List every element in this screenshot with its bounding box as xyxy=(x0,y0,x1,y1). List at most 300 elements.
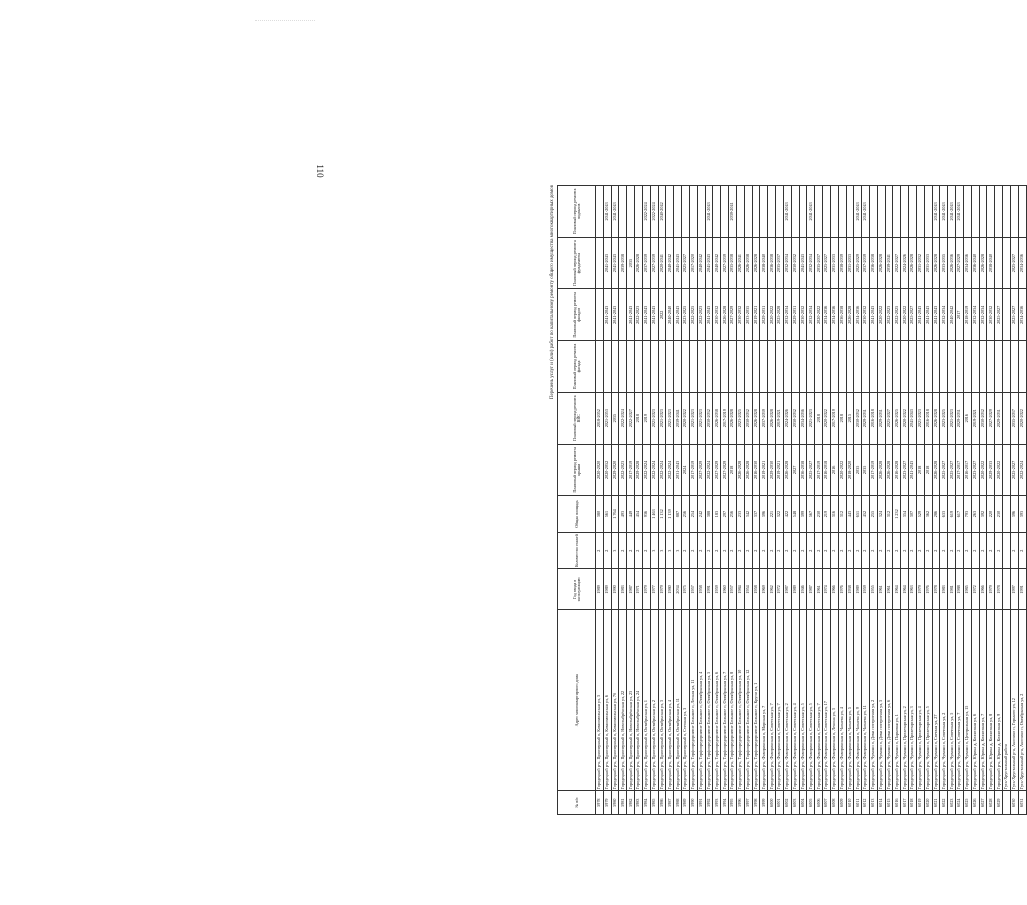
table-cell: 5998 xyxy=(752,791,760,815)
table-cell: 2 xyxy=(635,532,643,569)
table-cell: 2020-2052 xyxy=(603,444,611,496)
address-cell: Городецкий р-н, Чуваши п, Пролетарская ул, 5 xyxy=(924,610,932,791)
table-cell: 1972 xyxy=(971,569,979,610)
address-cell: Городецкий р-н, Торфопредприятие Большое п, Октябрьская ул, 5 xyxy=(705,610,713,791)
table-cell xyxy=(893,186,901,238)
table-cell: 2018-2020 xyxy=(846,444,854,496)
table-cell: 2020-2022 xyxy=(682,392,690,444)
table-cell: 2 xyxy=(783,532,791,569)
address-cell: Городецкий р-н, Приозерный п, Комсомольская ул, 6 xyxy=(603,610,611,791)
table-cell: 2018-2052 xyxy=(596,392,604,444)
table-cell: 2035-2037 xyxy=(776,237,784,289)
address-cell: Городецкий р-н, Фаворинская п, Советская ул, 7 xyxy=(768,610,776,791)
table-cell: 2041-2043 xyxy=(909,444,917,496)
table-cell: 6030 xyxy=(1010,791,1018,815)
table-row xyxy=(916,186,924,815)
table-cell: 2025-2027 xyxy=(909,289,917,341)
address-cell: Городецкий р-н, Фаворинская п, Советская ул, 2 xyxy=(783,610,791,791)
table-cell: 1989 xyxy=(854,569,862,610)
table-cell xyxy=(815,186,823,238)
table-cell: 2041-2043 xyxy=(642,289,650,341)
table-cell xyxy=(1003,341,1011,393)
table-cell: 2035-2037 xyxy=(815,237,823,289)
table-cell: 2039-2041 xyxy=(729,186,737,238)
table-cell: 2040-2042 xyxy=(658,186,666,238)
table-cell: 6008 xyxy=(830,791,838,815)
table-cell: 2018 xyxy=(815,392,823,444)
table-cell: 6029 xyxy=(995,791,1003,815)
table-cell: 2041-2043 xyxy=(940,186,948,238)
table-cell: 2027-2039 xyxy=(721,237,729,289)
table-cell: 255 xyxy=(869,496,877,533)
table-cell: 887 xyxy=(674,496,682,533)
table-cell: 2017-2019 xyxy=(869,444,877,496)
table-cell: 3 xyxy=(611,532,619,569)
table-cell: 2020-2020 xyxy=(596,444,604,496)
table-cell: 1962 xyxy=(768,569,776,610)
table-row xyxy=(869,186,877,815)
table-cell: 2 xyxy=(603,532,611,569)
table-cell: 2022-2024 xyxy=(642,186,650,238)
table-cell xyxy=(1003,237,1011,289)
table-cell: 2020-2022 xyxy=(1018,392,1026,444)
table-cell: 2041-2043 xyxy=(674,289,682,341)
table-cell: 2026-2028 xyxy=(932,392,940,444)
table-cell: 316 xyxy=(830,496,838,533)
table-cell: 242 xyxy=(697,496,705,533)
table-cell xyxy=(823,341,831,393)
table-cell: 2030-2032 xyxy=(744,392,752,444)
table-cell xyxy=(713,341,721,393)
table-cell: 2025-2027 xyxy=(948,444,956,496)
table-cell xyxy=(846,341,854,393)
table-cell: 2034 xyxy=(674,569,682,610)
table-cell: 2016-2017 xyxy=(963,444,971,496)
table-cell: 2026-2025 xyxy=(893,392,901,444)
table-cell: 2025-2027 xyxy=(807,444,815,496)
table-cell: 2 xyxy=(744,532,752,569)
table-cell: 2026-2028 xyxy=(736,444,744,496)
table-row xyxy=(729,186,737,815)
table-cell: 2 xyxy=(682,532,690,569)
table-cell: 6007 xyxy=(823,791,831,815)
table-cell: 2018 xyxy=(916,444,924,496)
table-cell: 354 xyxy=(901,496,909,533)
table-cell: 2041-2043 xyxy=(611,237,619,289)
table-cell xyxy=(713,186,721,238)
address-cell: Городецкий р-н, Фаворинская п, Чапаева ул, 4 xyxy=(838,610,846,791)
address-cell: Городецкий р-н, Чуваши п, Пролетарская ул, 4 xyxy=(916,610,924,791)
table-cell: 2035 xyxy=(611,392,619,444)
table-row xyxy=(697,186,705,815)
address-cell: Городецкий р-н, Торфопредприятие Большое п, Лесная ул, 11 xyxy=(689,610,697,791)
table-cell xyxy=(635,186,643,238)
table-cell: 6022 xyxy=(940,791,948,815)
table-cell: 2 xyxy=(721,532,729,569)
table-cell: 2041-2043 xyxy=(916,289,924,341)
table-cell xyxy=(642,341,650,393)
table-cell: 2026-2028 xyxy=(721,289,729,341)
table-cell: 1974 xyxy=(823,569,831,610)
table-cell: 2 xyxy=(901,532,909,569)
table-cell: 3 xyxy=(650,532,658,569)
address-cell: Городецкий р-н, Фаворинская п, Советская ул, 7 xyxy=(776,610,784,791)
table-cell: 2027-2029 xyxy=(697,444,705,496)
table-cell: 2022-2027 xyxy=(893,237,901,289)
table-cell: 362 xyxy=(924,496,932,533)
table-cell: 454 xyxy=(635,496,643,533)
table-cell: 2025-2027 xyxy=(823,237,831,289)
table-cell: 2017-2019 xyxy=(815,444,823,496)
table-cell: 2026-2038 xyxy=(713,392,721,444)
table-cell: 2026-2041 xyxy=(736,237,744,289)
address-cell: Городецкий р-н, Приозерный п, Октябрьская ул, 11 xyxy=(674,610,682,791)
table-cell: 1961 xyxy=(877,569,885,610)
table-cell: 2036-2038 xyxy=(869,237,877,289)
table-cell: 2034-2036 xyxy=(1018,237,1026,289)
table-row xyxy=(744,186,752,815)
table-cell: 2029-2030 xyxy=(768,444,776,496)
table-cell: 2018 xyxy=(635,392,643,444)
table-cell xyxy=(838,341,846,393)
table-cell: 256 xyxy=(729,496,737,533)
table-cell xyxy=(729,341,737,393)
table-cell: 2031-2043 xyxy=(674,444,682,496)
table-cell: 1957 xyxy=(689,569,697,610)
table-cell: 2027-2029 xyxy=(721,444,729,496)
table-cell: 1969 xyxy=(760,569,768,610)
table-cell: 2030-2032 xyxy=(705,392,713,444)
table-cell xyxy=(752,186,760,238)
table-cell: 2 xyxy=(736,532,744,569)
table-cell: 2025-2027 xyxy=(1010,444,1018,496)
table-cell: 6015 xyxy=(885,791,893,815)
table-row xyxy=(971,186,979,815)
table-cell: 2034-2036 xyxy=(799,392,807,444)
table-cell: 2022-2024 xyxy=(650,186,658,238)
table-cell: 633 xyxy=(940,496,948,533)
table-cell: 2026-2028 xyxy=(885,444,893,496)
table-cell xyxy=(658,341,666,393)
table-row xyxy=(752,186,760,815)
address-cell: Гусь-Хрустальный р-н, Анопино п, Октябрьская ул, 2 xyxy=(1018,610,1026,791)
table-cell: 2025-2027 xyxy=(995,289,1003,341)
table-cell xyxy=(885,186,893,238)
address-cell: Городецкий р-н, Фаворинская п, Советская ул, 5 xyxy=(799,610,807,791)
table-cell: 1989 xyxy=(596,569,604,610)
table-cell: 2 xyxy=(1010,532,1018,569)
table-cell: 2033-2035 xyxy=(744,289,752,341)
table-row xyxy=(619,186,627,815)
table-cell xyxy=(1018,186,1026,238)
table-cell xyxy=(971,186,979,238)
table-row xyxy=(807,186,815,815)
table-cell: 2032-2034 xyxy=(971,289,979,341)
table-cell xyxy=(744,341,752,393)
table-cell: 380 xyxy=(596,496,604,533)
table-cell: 2041-2043 xyxy=(650,289,658,341)
table-cell: 1987 xyxy=(807,569,815,610)
address-cell: Городецкий р-н, Приозерный п, Новозыбрёнская ул, 23 xyxy=(627,610,635,791)
table-cell: 2023-2027 xyxy=(971,444,979,496)
table-cell: 2 xyxy=(1018,532,1026,569)
table-cell xyxy=(697,186,705,238)
table-cell: 2027-2029 xyxy=(713,444,721,496)
address-cell: Городецкий р-н, Торфопредприятие Большое п, Октябрьская ул, 4 xyxy=(697,610,705,791)
table-cell: 793 xyxy=(963,496,971,533)
table-cell: 2019-2021 xyxy=(776,444,784,496)
table-cell: 1959 xyxy=(862,569,870,610)
table-cell xyxy=(995,186,1003,238)
table-cell xyxy=(666,341,674,393)
table-row xyxy=(635,186,643,815)
table-cell: 2031-2033 xyxy=(830,237,838,289)
table-cell: 2 xyxy=(916,532,924,569)
table-cell: 1975 xyxy=(682,569,690,610)
table-cell: 2 xyxy=(862,532,870,569)
table-cell xyxy=(791,186,799,238)
table-cell: 2027-2029 xyxy=(729,289,737,341)
table-cell: 2023-2025 xyxy=(736,392,744,444)
table-cell: 2032-2034 xyxy=(979,289,987,341)
table-row xyxy=(650,186,658,815)
table-cell xyxy=(666,186,674,238)
address-cell: Городецкий р-н, Чуваши п, Парковая ул, 1 xyxy=(893,610,901,791)
table-cell: 2 xyxy=(987,532,995,569)
table-row xyxy=(932,186,940,815)
table-cell xyxy=(823,186,831,238)
table-cell: 493 xyxy=(619,496,627,533)
address-cell: Городецкий р-н, Чуваши п, Светлая ул, 27 xyxy=(932,610,940,791)
table-cell: 1961 xyxy=(885,569,893,610)
table-cell: 5985 xyxy=(650,791,658,815)
table-cell: 5991 xyxy=(697,791,705,815)
table-cell xyxy=(682,186,690,238)
table-cell: 2041-2043 xyxy=(705,289,713,341)
table-cell: 2 xyxy=(948,532,956,569)
table-cell: 1978 xyxy=(932,569,940,610)
column-header: Адрес многоквартирного дома xyxy=(558,610,596,791)
table-cell: 2022 xyxy=(658,289,666,341)
table-cell: 548 xyxy=(791,496,799,533)
table-cell: 233 xyxy=(736,496,744,533)
header-row xyxy=(558,186,596,815)
table-cell xyxy=(987,186,995,238)
table-cell: 2031-2032 xyxy=(916,237,924,289)
table-cell: 2 xyxy=(893,532,901,569)
table-cell: 2030-2032 xyxy=(791,237,799,289)
table-cell: 2041-2043 xyxy=(611,186,619,238)
table-row xyxy=(846,186,854,815)
table-cell: 2026-2028 xyxy=(752,237,760,289)
table-cell: 6012 xyxy=(862,791,870,815)
table-cell: 617 xyxy=(956,496,964,533)
address-cell: Городецкий р-н, Чуваши п, Центральная ул, 15 xyxy=(963,610,971,791)
table-cell: 2 xyxy=(627,532,635,569)
table-cell xyxy=(1003,532,1011,569)
column-header: № п/п xyxy=(558,791,596,815)
table-cell: 2030-2032 xyxy=(799,289,807,341)
table-cell: 2 xyxy=(815,532,823,569)
table-cell xyxy=(697,341,705,393)
table-header xyxy=(558,186,596,815)
table-cell xyxy=(877,341,885,393)
table-cell: 6024 xyxy=(956,791,964,815)
table-cell xyxy=(869,341,877,393)
table-cell: 2 xyxy=(979,532,987,569)
address-cell: Городецкий р-н, Фаворинская п, Чапаева ул, 11 xyxy=(862,610,870,791)
table-cell xyxy=(916,341,924,393)
address-cell: Городецкий р-н, Торфопредприятие Большое п, Крупи ул, 1 xyxy=(752,610,760,791)
table-cell xyxy=(689,341,697,393)
table-row xyxy=(830,186,838,815)
table-cell: 1984 xyxy=(736,569,744,610)
address-cell: Городецкий р-н, Чуваши п, Дома построения ул, 6 xyxy=(885,610,893,791)
table-row xyxy=(776,186,784,815)
table-cell: 2036-2038 xyxy=(838,289,846,341)
table-cell: 2 xyxy=(791,532,799,569)
table-cell: 2041-2043 xyxy=(869,289,877,341)
table-cell: 1979 xyxy=(987,569,995,610)
table-cell: 2035 xyxy=(627,237,635,289)
address-cell: Городецкий р-н, Чуваши п, Дома построения ул, 5 xyxy=(877,610,885,791)
table-cell: 529 xyxy=(916,496,924,533)
table-cell xyxy=(1010,341,1018,393)
table-cell xyxy=(721,186,729,238)
table-cell: 2020-2022 xyxy=(815,289,823,341)
table-cell: 1958 xyxy=(752,569,760,610)
table-cell: 1960 xyxy=(721,569,729,610)
table-cell: 2 xyxy=(854,532,862,569)
table-cell: 5982 xyxy=(627,791,635,815)
table-row xyxy=(885,186,893,815)
table-cell: 2037-2039 xyxy=(760,392,768,444)
table-cell xyxy=(611,341,619,393)
table-cell: 2025-2028 xyxy=(776,289,784,341)
table-cell: 2021-2023 xyxy=(689,392,697,444)
table-cell: 2020-2022 xyxy=(768,289,776,341)
table-row xyxy=(815,186,823,815)
table-cell: 2040-2042 xyxy=(948,289,956,341)
table-cell: 2022-2025 xyxy=(893,289,901,341)
table-cell: 1964 xyxy=(901,569,909,610)
table-cell xyxy=(901,186,909,238)
table-cell: 1 139 xyxy=(666,496,674,533)
table-cell: 6005 xyxy=(807,791,815,815)
table-cell: 2017-2019 xyxy=(627,444,635,496)
table-cell: 2026-2028 xyxy=(729,392,737,444)
table-cell: 6010 xyxy=(846,791,854,815)
table-cell: 2027-2029 xyxy=(987,392,995,444)
table-cell: 2 xyxy=(932,532,940,569)
table-cell: 2 xyxy=(729,532,737,569)
table-cell: 2020-2022 xyxy=(901,289,909,341)
table-cell: 2023-2025 xyxy=(940,392,948,444)
table-cell: 2020-2022 xyxy=(901,392,909,444)
table-cell: 1978 xyxy=(995,569,1003,610)
table-cell: 2 xyxy=(924,532,932,569)
table-cell: 2 xyxy=(940,532,948,569)
table-cell: 2032-2034 xyxy=(807,237,815,289)
table-cell: 2026-2028 xyxy=(768,392,776,444)
table-cell: 5999 xyxy=(760,791,768,815)
table-cell: 2020-2022 xyxy=(979,444,987,496)
table-cell: 2 xyxy=(768,532,776,569)
table-cell xyxy=(674,186,682,238)
table-cell: 2026-2028 xyxy=(744,444,752,496)
table-cell: 2022-2024 xyxy=(642,444,650,496)
table-cell: 6028 xyxy=(987,791,995,815)
table-cell: 6018 xyxy=(909,791,917,815)
table-cell xyxy=(830,341,838,393)
table-cell: 5987 xyxy=(666,791,674,815)
table-cell: 2032-2034 xyxy=(940,289,948,341)
table-cell: 1991 xyxy=(1018,569,1026,610)
table-cell: 6026 xyxy=(971,791,979,815)
table-row xyxy=(760,186,768,815)
table-cell: 2041-2043 xyxy=(603,289,611,341)
table-cell: 1961 xyxy=(815,569,823,610)
address-cell: Гусь-Хрустальный район xyxy=(1003,610,1011,791)
address-cell: Городецкий р-н, Чуваши п, Пролетарская ул, 2 xyxy=(901,610,909,791)
table-cell: 2038-2040 xyxy=(760,237,768,289)
table-cell: 2016 xyxy=(830,444,838,496)
table-cell: 6019 xyxy=(916,791,924,815)
table-cell: 2 xyxy=(909,532,917,569)
table-cell: 2022-2023 xyxy=(885,289,893,341)
column-header: Плановый период ремонта фасада xyxy=(558,341,596,393)
table-cell: 1954 xyxy=(744,569,752,610)
table-cell: 2024-2026 xyxy=(783,392,791,444)
column-header: Плановый период ремонта крыши xyxy=(558,444,596,496)
table-cell: 312 xyxy=(885,496,893,533)
table-cell: 6011 xyxy=(854,791,862,815)
table-cell: 399 xyxy=(799,496,807,533)
table-cell: 2031-2033 xyxy=(924,237,932,289)
table-cell: 5988 xyxy=(674,791,682,815)
table-cell: 2023-2027 xyxy=(901,444,909,496)
table-cell xyxy=(916,186,924,238)
table-cell: 2041-2043 xyxy=(705,186,713,238)
table-cell: 392 xyxy=(979,496,987,533)
table-cell: 2039-2041 xyxy=(885,237,893,289)
table-cell: 2026-2028 xyxy=(877,237,885,289)
table-cell: 2041-2043 xyxy=(854,186,862,238)
table-cell: 936 xyxy=(642,496,650,533)
table-cell: 263 xyxy=(971,496,979,533)
table-cell: 2 xyxy=(642,532,650,569)
address-cell: Городецкий р-н, Фаворинская п, Чапаева ул, 9 xyxy=(854,610,862,791)
table-cell: 567 xyxy=(807,496,815,533)
table-cell: 2041-2043 xyxy=(603,186,611,238)
table-cell: 5993 xyxy=(713,791,721,815)
table-cell: 2041-2043 xyxy=(932,289,940,341)
table-cell: 2020-2022 xyxy=(838,444,846,496)
table-cell: 1976 xyxy=(924,569,932,610)
table-cell: 220 xyxy=(987,496,995,533)
table-row xyxy=(721,186,729,815)
table-cell xyxy=(815,341,823,393)
table-cell: 2017 xyxy=(956,289,964,341)
table-row xyxy=(948,186,956,815)
table-cell xyxy=(799,341,807,393)
table-cell: 6013 xyxy=(869,791,877,815)
table-cell xyxy=(799,186,807,238)
table-cell: 2039-2041 xyxy=(674,392,682,444)
table-cell: 2016-2028 xyxy=(893,444,901,496)
address-cell: Городецкий р-н, Приозерный п, Октябрьская ул, 1 xyxy=(642,610,650,791)
address-cell: Городецкий р-н, Приозерный п, Новозыбрёнская ул, 22 xyxy=(619,610,627,791)
